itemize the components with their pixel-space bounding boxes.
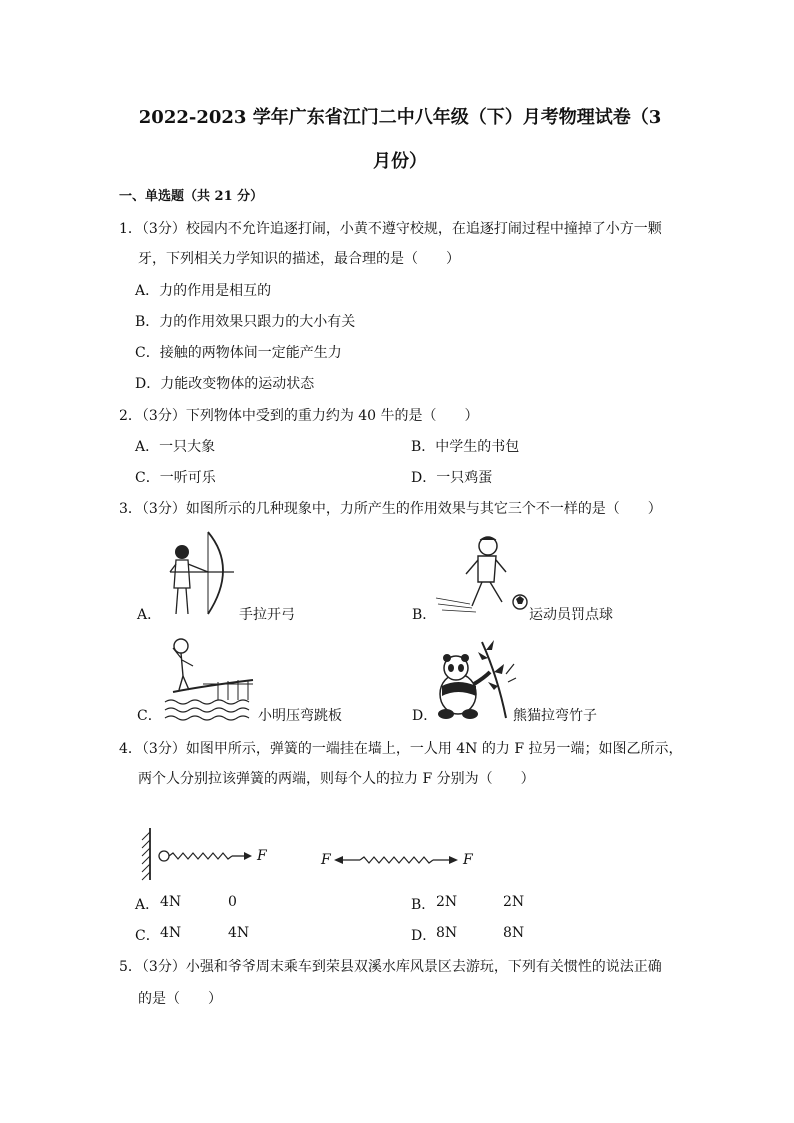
footballer-drawing (432, 532, 532, 617)
q2-stem: 2．（3分）下列物体中受到的重力约为 40 牛的是（ ） (119, 408, 479, 424)
q1-option-c: C．接触的两物体间一定能产生力 (135, 345, 342, 361)
q3-option-a-letter: A． (137, 607, 162, 623)
q4-option-b-value-2: 2N (503, 894, 525, 910)
q1-option-a: A．力的作用是相互的 (135, 283, 272, 299)
q2-option-d: D．一只鸡蛋 (411, 470, 493, 486)
q3-option-c-letter: C． (137, 708, 162, 724)
q4-option-b-value-1: 2N (436, 894, 458, 910)
q4-option-d-value-2: 8N (503, 925, 525, 941)
q4-option-d-value-1: 8N (436, 925, 458, 941)
q3-option-b-caption: 运动员罚点球 (529, 607, 613, 623)
q3-option-d-caption: 熊猫拉弯竹子 (513, 708, 597, 724)
q3-option-d-letter: D． (412, 708, 438, 724)
q4-option-c-value-1: 4N (160, 925, 182, 941)
spring-wall-figure (140, 826, 270, 884)
q2-option-c: C．一听可乐 (135, 470, 216, 486)
q4-stem-line-2: 两个人分别拉该弹簧的两端，则每个人的拉力 F 分别为（ ） (138, 771, 535, 787)
q4-option-d-letter: D． (411, 928, 437, 944)
exam-title-line-2: 月份） (373, 151, 427, 172)
q1-stem-line-2: 牙，下列相关力学知识的描述，最合理的是（ ） (138, 251, 460, 267)
diving-board-drawing (163, 634, 258, 724)
q2-option-a: A．一只大象 (135, 439, 216, 455)
q4-option-c-value-2: 4N (228, 925, 250, 941)
q3-option-b-letter: B． (412, 607, 437, 623)
q1-stem-line-1: 1．（3分）校园内不允许追逐打闹，小黄不遵守校规，在追逐打闹过程中撞掉了小方一颗 (119, 221, 662, 237)
q4-option-a-value-1: 4N (160, 894, 182, 910)
spring-right-force-label: F (463, 852, 473, 868)
spring-wall-force-label: F (257, 848, 267, 864)
q3-option-c-caption: 小明压弯跳板 (258, 708, 342, 724)
q4-stem-line-1: 4．（3分）如图甲所示，弹簧的一端挂在墙上，一人用 4N 的力 F 拉另一端；如图乙所示， (119, 741, 683, 757)
q2-option-b: B．中学生的书包 (411, 439, 520, 455)
archer-drawing (160, 528, 240, 618)
q1-option-b: B．力的作用效果只跟力的大小有关 (135, 314, 356, 330)
q3-option-a-caption: 手拉开弓 (239, 607, 295, 623)
q4-option-c-letter: C． (135, 928, 160, 944)
q4-option-a-letter: A． (135, 897, 160, 913)
q5-stem-line-2: 的是（ ） (138, 991, 222, 1007)
spring-two-person-figure (334, 848, 464, 872)
panda-bamboo-drawing (436, 638, 518, 720)
section-heading: 一、单选题（共 21 分） (119, 189, 264, 204)
q1-option-d: D．力能改变物体的运动状态 (135, 376, 315, 392)
q5-stem-line-1: 5．（3分）小强和爷爷周末乘车到荣县双溪水库风景区去游玩，下列有关惯性的说法正确 (119, 959, 662, 975)
exam-title-line-1: 2022-2023 学年广东省江门二中八年级（下）月考物理试卷（3 (138, 107, 662, 128)
q3-stem: 3．（3分）如图所示的几种现象中，力所产生的作用效果与其它三个不一样的是（ ） (119, 501, 662, 517)
spring-left-force-label: F (321, 852, 331, 868)
q4-option-b-letter: B． (411, 897, 436, 913)
q4-option-a-value-2: 0 (228, 894, 237, 910)
